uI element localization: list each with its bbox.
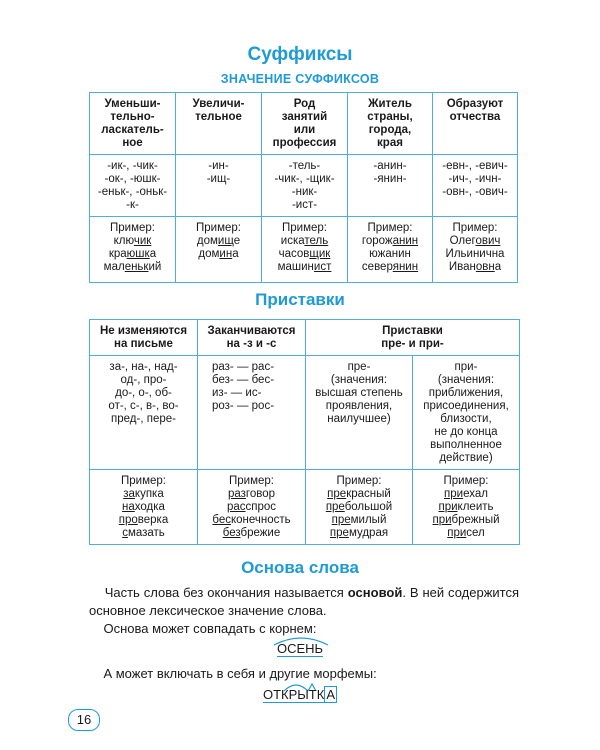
base-definition: Часть слова без окончания называется основой. В ней содержится основное лексическое значение слова.: [89, 585, 520, 618]
header-line: тельное: [195, 111, 242, 123]
pre-line: наилучшее): [327, 413, 391, 425]
prefix-line: от-, с-, в-, во-: [108, 400, 179, 412]
pri-line: не до конца: [434, 426, 498, 438]
prefix-example: приехал: [444, 488, 488, 500]
suffix-line: -анин-: [373, 160, 407, 172]
example-label: Пример:: [110, 222, 155, 234]
base-title: Основа слова: [241, 558, 359, 577]
word-otkrytka: ОТКРЫТК А: [263, 687, 335, 702]
suffix-line: -ник-: [291, 186, 318, 198]
header-line: пре- и при-: [381, 338, 444, 350]
pri-line: действие): [439, 452, 493, 464]
ending-box: А: [326, 687, 335, 702]
examples-occupation: [262, 217, 348, 283]
pri-line: присоединения,: [423, 400, 509, 412]
pre-line: высшая степень: [315, 387, 403, 399]
word-osen: ОСЕНЬ: [276, 641, 324, 656]
suffix-example: Ильинична: [445, 248, 505, 260]
suffix-table: [89, 92, 518, 283]
prefix-line: раз- — рас-: [212, 361, 275, 373]
examples-resident: [348, 217, 433, 283]
header-line: Не изменяются: [99, 325, 188, 337]
example-label: Пример:: [282, 222, 327, 234]
suffix-line: -ист-: [291, 199, 318, 211]
suffixes-title: Суффиксы: [247, 44, 353, 65]
suffix-example: ключик: [113, 235, 152, 247]
prefix-example: закупка: [123, 488, 164, 500]
header-line: ласкатель-: [101, 124, 164, 136]
suffix-line: -ич-, -ичн-: [448, 173, 502, 185]
suffix-example: Олегович: [449, 235, 501, 247]
header-line: занятий: [281, 111, 328, 123]
base-term: основой: [347, 585, 403, 600]
header-line: на -з и -с: [226, 338, 277, 350]
prefix-example: прекрасный: [327, 488, 391, 500]
prefix-line: без- — бес-: [212, 374, 275, 386]
header-resident: [348, 93, 433, 155]
suffix-line: -чик-, -щик-: [274, 173, 335, 185]
pri-examples: [413, 470, 520, 545]
example-label: Пример:: [196, 222, 241, 234]
header-line: профессия: [272, 137, 337, 149]
prefix-table: [89, 319, 520, 545]
suffix-example: искатель: [280, 235, 329, 247]
pri-meaning: [413, 356, 520, 470]
unchanged-examples: [90, 470, 198, 545]
prefix-line: из- — ис-: [212, 387, 262, 399]
header-patronymic: [433, 93, 518, 155]
prefix-example: разговор: [227, 488, 276, 500]
pri-line: (значения:: [437, 374, 495, 386]
prefix-example: проверка: [118, 514, 169, 526]
suffix-line: -ик-, -чик-: [107, 160, 158, 172]
header-line: на письме: [114, 338, 173, 350]
prefix-example: бесконечность: [212, 514, 291, 526]
header-line: Приставки: [382, 325, 443, 337]
header-line: Заканчиваются: [207, 325, 296, 337]
header-line: страны,: [367, 111, 413, 123]
suffix-line: -евн-, -евич-: [442, 160, 508, 172]
header-line: ное: [122, 137, 143, 149]
header-unchanged: [90, 320, 198, 356]
header-pre-pri: [306, 320, 520, 356]
pri-line: при-: [454, 361, 478, 373]
pre-meaning: [306, 356, 413, 470]
suffix-example: машинист: [277, 261, 332, 273]
header-augmentative: [176, 93, 262, 155]
header-line: города,: [368, 124, 412, 136]
suffixes-augmentative: [176, 155, 262, 217]
pre-examples: [306, 470, 413, 545]
prefix-line: до-, о-, об-: [115, 387, 172, 399]
examples-augmentative: [176, 217, 262, 283]
suffix-example: горожанин: [361, 235, 419, 247]
suffix-line: -янин-: [373, 173, 407, 185]
header-line: или: [293, 124, 316, 136]
suffix-line: -еньк-, -оньк-: [97, 186, 168, 198]
prefix-example: безбрежие: [222, 527, 281, 539]
header-line: Образуют: [446, 98, 504, 110]
suffixes-occupation: [262, 155, 348, 217]
base-root-sentence: Основа может совпадать с корнем:: [103, 621, 317, 636]
suffix-line: -ищ-: [206, 173, 231, 185]
suffix-example: Ивановна: [448, 261, 502, 273]
suffix-line: -тель-: [288, 160, 321, 172]
prefix-line: од-, про-: [120, 374, 167, 386]
suffix-example: краюшка: [108, 248, 157, 260]
pri-line: приближения,: [428, 387, 504, 399]
suffix-line: -к-: [126, 199, 139, 211]
suffix-example: часовщик: [278, 248, 331, 260]
prefixes-title: Приставки: [255, 290, 345, 309]
suffixes-resident: [348, 155, 433, 217]
pre-line: проявления,: [325, 400, 393, 412]
prefix-example: пребольшой: [325, 501, 393, 513]
example-label: Пример:: [229, 475, 274, 487]
header-ending-z-s: [198, 320, 306, 356]
prefix-example: смазать: [122, 527, 165, 539]
example-label: Пример:: [367, 222, 413, 234]
header-diminutive: [90, 93, 176, 155]
prefix-line: пред-, пере-: [111, 413, 176, 425]
example-label: Пример:: [452, 222, 498, 234]
ending-examples: [198, 470, 306, 545]
example-label: Пример:: [336, 475, 382, 487]
suffix-example: южанин: [369, 248, 411, 260]
examples-patronymic: [433, 217, 518, 283]
suffix-example: домина: [198, 248, 239, 260]
prefix-example: премилый: [331, 514, 387, 526]
base-morphemes-sentence: А может включать в себя и другие морфемы:: [103, 666, 377, 681]
suffix-example: домище: [196, 235, 241, 247]
suffixes-patronymic: [433, 155, 518, 217]
example-label: Пример:: [443, 475, 489, 487]
example-label: Пример:: [121, 475, 166, 487]
prefix-example: расспрос: [226, 501, 277, 513]
unchanged-prefix-list: [90, 356, 198, 470]
header-line: Увеличи-: [192, 98, 245, 110]
pre-line: (значения:: [330, 374, 388, 386]
suffix-line: -овн-, -ович-: [442, 186, 508, 198]
prefix-example: присел: [447, 527, 485, 539]
prefix-example: премудрая: [329, 527, 389, 539]
prefix-example: приклеить: [438, 501, 494, 513]
examples-diminutive: [90, 217, 176, 283]
header-line: тельно-: [110, 111, 155, 123]
ending-prefix-list: [198, 356, 306, 470]
suffix-example: маленький: [103, 261, 162, 273]
prefix-example: прибрежный: [432, 514, 500, 526]
header-line: отчества: [449, 111, 501, 123]
prefix-line: за-, на-, над-: [109, 361, 178, 373]
suffix-meaning-subtitle: ЗНАЧЕНИЕ СУФФИКСОВ: [220, 72, 380, 86]
pri-line: выполненное: [430, 439, 502, 451]
pre-line: пре-: [347, 361, 371, 373]
pri-line: близости,: [440, 413, 492, 425]
page-number: 16: [68, 709, 100, 731]
suffix-line: -ин-: [208, 160, 229, 172]
suffix-example: северянин: [361, 261, 419, 273]
suffix-line: -ок-, -юшк-: [104, 173, 161, 185]
header-line: Житель: [368, 98, 412, 110]
header-line: края: [377, 137, 403, 149]
header-occupation: [262, 93, 348, 155]
suffixes-diminutive: [90, 155, 176, 217]
header-line: Род: [293, 98, 316, 110]
header-line: Уменьши-: [104, 98, 161, 110]
prefix-example: находка: [122, 501, 165, 513]
prefix-line: роз- — рос-: [212, 400, 275, 412]
